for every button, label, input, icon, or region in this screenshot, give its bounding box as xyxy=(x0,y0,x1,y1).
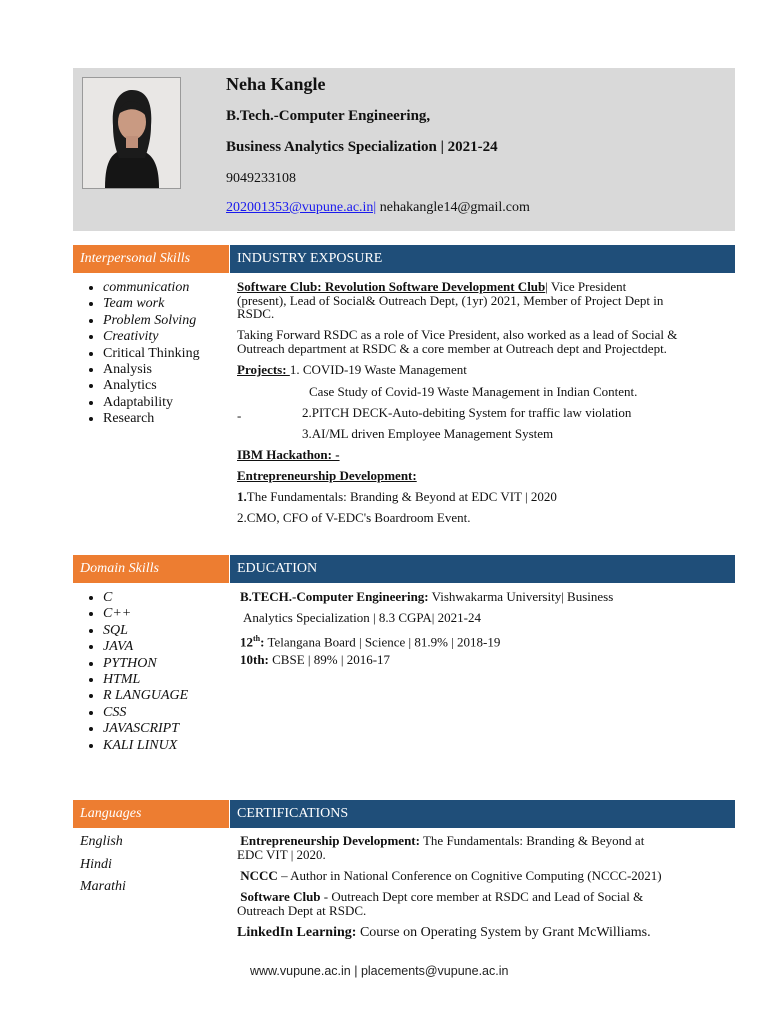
interpersonal-skills-header: Interpersonal Skills xyxy=(73,245,229,273)
certification-4 xyxy=(237,925,732,941)
list-item: • Adaptability xyxy=(103,395,253,411)
certification-text: Outreach Dept at RSDC. xyxy=(237,902,367,918)
superscript: th xyxy=(253,634,261,643)
list-item: • CSS xyxy=(103,705,253,721)
list-item: • Problem Solving xyxy=(103,313,253,329)
education-label: B.TECH.-Computer Engineering: xyxy=(240,589,429,604)
club-details: (present), Lead of Social& Outreach Dept, (1yr) 2021, Member of Project Dept in xyxy=(237,292,664,308)
footer-contact: www.vupune.ac.in | placements@vupune.ac.in xyxy=(250,964,509,978)
profile-photo xyxy=(82,77,181,189)
certification-text: – Author in National Conference on Cognitive Computing (NCCC-2021) xyxy=(277,868,662,883)
projects-line xyxy=(237,363,467,377)
list-item: • C xyxy=(103,590,253,606)
list-item: • Analysis xyxy=(103,362,253,378)
club-description xyxy=(237,328,732,355)
project-1: 1. COVID-19 Waste Management xyxy=(289,362,467,377)
degree: B.Tech.-Computer Engineering, xyxy=(226,108,431,124)
club-details-end: RSDC. xyxy=(237,306,275,321)
list-item: • JAVA xyxy=(103,639,253,655)
education-btech-cont: Analytics Specialization | 8.3 CGPA| 2021-24 xyxy=(243,610,481,625)
item-number: 1. xyxy=(237,489,247,504)
list-item: • KALI LINUX xyxy=(103,738,253,754)
bullet-dash: - xyxy=(237,408,242,423)
domain-skills-list xyxy=(73,590,253,754)
certification-label: Entrepreneurship Development: xyxy=(240,833,420,848)
list-item: • PYTHON xyxy=(103,656,253,672)
project-2: 2.PITCH DECK-Auto-debiting System for traffic law violation xyxy=(302,405,632,420)
contact-emails xyxy=(226,200,530,216)
club-role: | Vice President xyxy=(545,279,627,294)
certification-text: EDC VIT | 2020. xyxy=(237,846,326,862)
certification-label: Software Club xyxy=(240,889,321,904)
certification-text: The Fundamentals: Branding & Beyond at xyxy=(419,833,645,848)
ibm-hackathon: IBM Hackathon: - xyxy=(237,447,340,462)
list-item: • Team work xyxy=(103,296,253,312)
languages-list xyxy=(80,831,126,899)
certification-3 xyxy=(237,890,732,917)
item-text: The Fundamentals: Branding & Beyond at EDC VIT | 2020 xyxy=(246,489,557,504)
person-silhouette-icon xyxy=(83,78,180,188)
languages-header: Languages xyxy=(73,800,229,828)
candidate-name: Neha Kangle xyxy=(226,74,326,94)
entrepreneurship-heading: Entrepreneurship Development: xyxy=(237,468,417,483)
list-item: Marathi xyxy=(80,879,126,894)
entrepreneurship-item-2: 2.CMO, CFO of V-EDC's Boardroom Event. xyxy=(237,510,471,525)
education-text: Vishwakarma University| Business xyxy=(428,589,614,604)
description-line: Taking Forward RSDC as a role of Vice President, also worked as a lead of Social & xyxy=(237,327,678,342)
certification-2 xyxy=(237,869,732,883)
interpersonal-skills-list xyxy=(73,280,253,428)
education-label: 10th: xyxy=(240,652,269,667)
list-item: • C++ xyxy=(103,606,253,622)
projects-label: Projects: xyxy=(237,362,290,377)
industry-exposure-header: INDUSTRY EXPOSURE xyxy=(230,245,735,273)
list-item: • Critical Thinking xyxy=(103,346,253,362)
club-heading: Software Club: Revolution Software Development Club xyxy=(237,279,546,294)
university-email-link[interactable]: 202001353@vupune.ac.in| xyxy=(226,200,377,215)
personal-email: nehakangle14@gmail.com xyxy=(379,200,530,215)
education-header: EDUCATION xyxy=(230,555,735,583)
education-10th xyxy=(240,653,390,667)
list-item: • SQL xyxy=(103,623,253,639)
project-3: 3.AI/ML driven Employee Management System xyxy=(302,426,554,441)
education-text: Telangana Board | Science | 81.9% | 2018-19 xyxy=(264,634,501,650)
list-item: English xyxy=(80,834,123,849)
club-entry xyxy=(237,280,732,321)
education-btech xyxy=(240,590,613,604)
description-line: Outreach department at RSDC & a core member at Outreach dept and Projectdept. xyxy=(237,340,667,356)
list-item: • Analytics xyxy=(103,378,253,394)
entrepreneurship-item-1 xyxy=(237,490,557,504)
certification-1 xyxy=(237,834,732,861)
list-item: • HTML xyxy=(103,672,253,688)
specialization: Business Analytics Specialization | 2021-24 xyxy=(226,139,498,155)
certification-label: LinkedIn Learning: xyxy=(237,925,357,940)
certification-label: NCCC xyxy=(240,868,278,883)
list-item: • communication xyxy=(103,280,253,296)
colon: : xyxy=(260,634,265,650)
project-1-description: Case Study of Covid-19 Waste Management in Indian Content. xyxy=(309,384,638,399)
list-item: Hindi xyxy=(80,856,112,872)
list-item: • R LANGUAGE xyxy=(103,688,253,704)
education-label: 12 xyxy=(240,634,253,650)
phone-number: 9049233108 xyxy=(226,171,296,186)
certification-text: - Outreach Dept core member at RSDC and Lead of Social & xyxy=(320,889,644,904)
education-12th xyxy=(240,632,500,649)
certifications-header: CERTIFICATIONS xyxy=(230,800,735,828)
list-item: • Research xyxy=(103,411,253,427)
list-item: • Creativity xyxy=(103,329,253,345)
domain-skills-header: Domain Skills xyxy=(73,555,229,583)
list-item: • JAVASCRIPT xyxy=(103,721,253,737)
education-text: CBSE | 89% | 2016-17 xyxy=(268,652,391,667)
certification-text: Course on Operating System by Grant McWilliams. xyxy=(356,925,651,940)
